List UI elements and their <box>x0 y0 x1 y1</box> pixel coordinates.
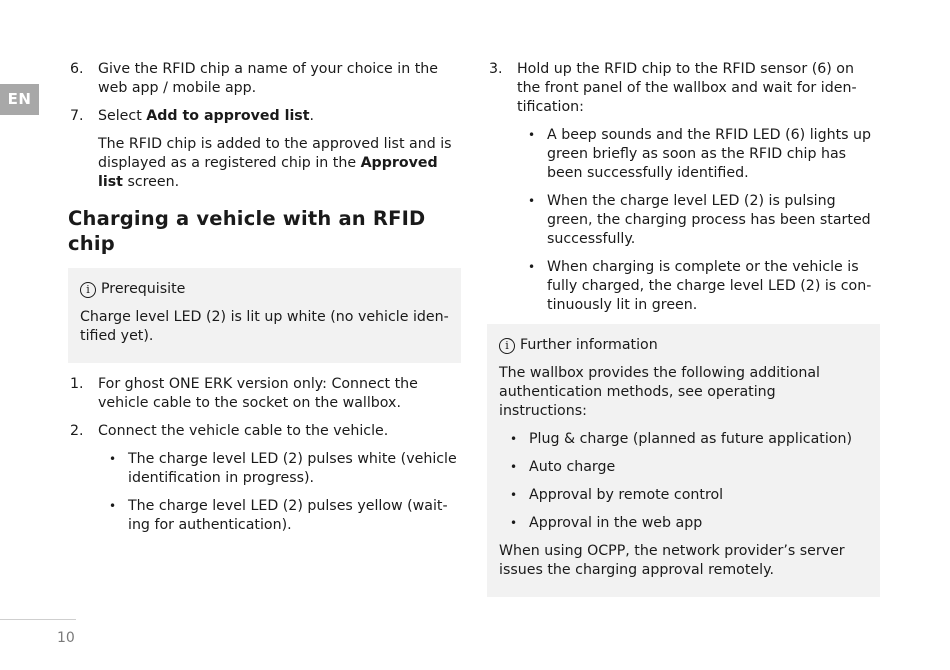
step-text-post: . <box>309 108 315 124</box>
step-1 <box>68 375 461 413</box>
further-information-header <box>499 336 868 355</box>
prerequisite-text: Charge level LED (2) is lit up white (no vehicle identified yet). <box>80 309 449 344</box>
list-item: • The charge level LED (2) pulses yellow (waiting for authentication). <box>98 497 461 535</box>
list-item: • When charging is complete or the vehicle is fully charged, the charge level LED (2) is continuously lit in green. <box>517 258 880 315</box>
step-2-bullets <box>68 450 461 535</box>
step-3 <box>487 60 880 117</box>
step-number: 6. <box>70 61 84 77</box>
step-text-pre: Select <box>98 108 147 124</box>
prerequisite-header <box>80 280 449 299</box>
further-information-box <box>487 324 880 597</box>
list-item: • Approval in the web app <box>499 514 868 533</box>
step-number: 2. <box>70 423 84 439</box>
list-item: • The charge level LED (2) pulses white (vehicle identification in progress). <box>98 450 461 488</box>
further-information-intro: The wallbox provides the following additional authentication methods, see operating instructions: <box>499 365 820 419</box>
list-item: • Plug & charge (planned as future application) <box>499 430 868 449</box>
step-6 <box>68 60 461 98</box>
step-text <box>98 107 461 126</box>
step-7-result <box>68 135 461 192</box>
authentication-methods <box>499 430 868 533</box>
step-text: Give the RFID chip a name of your choice in the web app / mobile app. <box>98 61 438 96</box>
right-column <box>487 60 880 609</box>
footer-divider <box>0 619 76 620</box>
section-heading: Charging a vehicle with an RFID chip <box>68 207 426 255</box>
prerequisite-box <box>68 268 461 363</box>
prerequisite-title: Prerequisite <box>101 281 186 297</box>
step-text: Connect the vehicle cable to the vehicle. <box>98 423 389 439</box>
list-item: • A beep sounds and the RFID LED (6) lights up green briefly as soon as the RFID chip has been successfully identified. <box>517 126 880 183</box>
left-column <box>68 60 461 544</box>
info-icon: i <box>80 282 96 298</box>
step-number: 7. <box>70 108 84 124</box>
step-3-bullets <box>487 126 880 315</box>
further-information-outro: When using OCPP, the network provider’s server issues the charging approval remotely. <box>499 543 845 578</box>
list-item: • Approval by remote control <box>499 486 868 505</box>
info-icon: i <box>499 338 515 354</box>
step-number: 1. <box>70 376 84 392</box>
step-2 <box>68 422 461 441</box>
step-7 <box>68 107 461 126</box>
list-item: • Auto charge <box>499 458 868 477</box>
step-text: For ghost ONE ERK version only: Connect the vehicle cable to the socket on the wallbox. <box>98 376 418 411</box>
list-item: • When the charge level LED (2) is pulsing green, the charging process has been started successfully. <box>517 192 880 249</box>
page-number: 10 <box>57 630 75 646</box>
result-text <box>98 135 461 192</box>
result-text-bold: Approved list <box>98 155 438 190</box>
step-text: Hold up the RFID chip to the RFID sensor (6) on the front panel of the wallbox and wait for identification: <box>517 61 857 115</box>
result-text-post: screen. <box>122 174 180 190</box>
result-text-pre: The RFID chip is added to the approved list and is displayed as a registered chip in the <box>98 136 452 171</box>
further-information-title: Further information <box>520 337 658 353</box>
step-number: 3. <box>489 61 503 77</box>
language-tab: EN <box>0 84 39 115</box>
step-text-bold: Add to approved list <box>146 108 310 124</box>
